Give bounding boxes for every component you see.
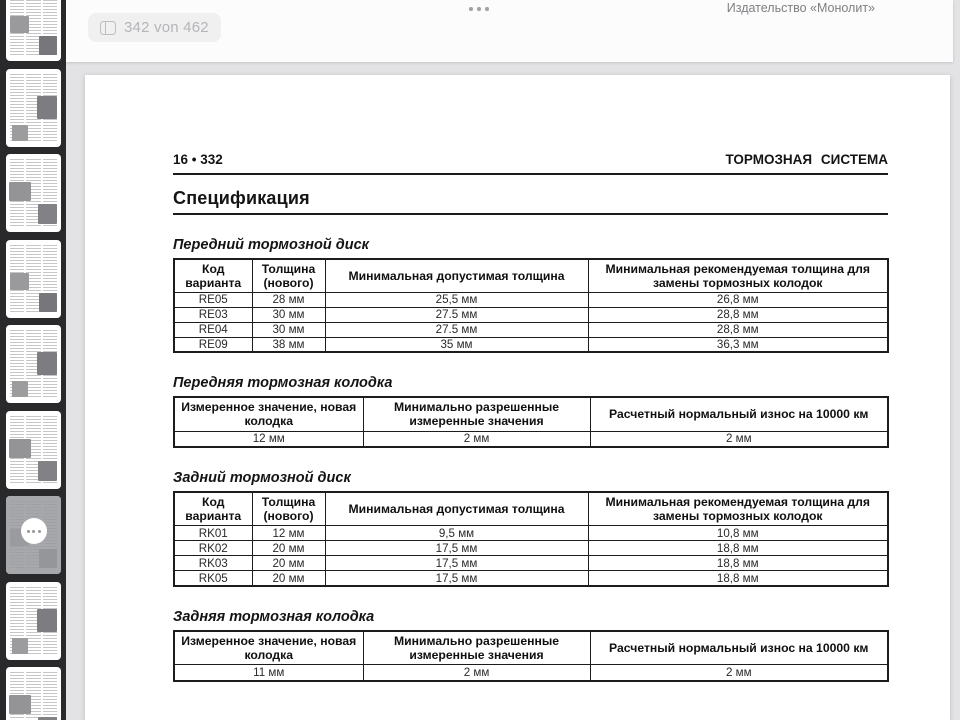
ellipsis-icon xyxy=(38,530,41,533)
table-row xyxy=(174,337,888,352)
column-header: Расчетный нормальный износ на 10000 км xyxy=(590,631,888,665)
table-section-title: Задний тормозной диск xyxy=(173,470,351,487)
page-thumbnail[interactable] xyxy=(6,667,61,720)
table-cell: 20 мм xyxy=(252,541,325,556)
table-cell: 38 мм xyxy=(252,337,325,352)
page-header xyxy=(173,75,888,167)
page-indicator-button[interactable] xyxy=(88,13,221,42)
table-cell: RK01 xyxy=(174,526,252,541)
spec-table xyxy=(173,258,889,354)
table-cell: 2 мм xyxy=(363,665,590,681)
table-section-title: Передний тормозной диск xyxy=(173,236,369,253)
document-page xyxy=(85,75,950,720)
table-row xyxy=(174,322,888,337)
thumbnail-sidebar xyxy=(0,0,66,720)
page-thumbnail[interactable] xyxy=(6,240,61,318)
ellipsis-icon xyxy=(27,530,30,533)
spec-table xyxy=(173,630,889,682)
table-cell: 2 мм xyxy=(590,665,888,681)
table-cell: 18,8 мм xyxy=(588,571,888,586)
column-header: Минимально разрешенные измеренные значения xyxy=(363,631,590,665)
column-header: Минимально разрешенные измеренные значения xyxy=(363,397,590,431)
table-cell: RK02 xyxy=(174,541,252,556)
table-cell: 28,8 мм xyxy=(588,322,888,337)
page-indicator-label: 342 von 462 xyxy=(124,19,209,36)
table-cell: 2 мм xyxy=(363,431,590,447)
page-thumbnail[interactable] xyxy=(6,582,61,660)
page-thumbnail[interactable] xyxy=(6,496,61,574)
table-cell: 36,3 мм xyxy=(588,337,888,352)
table-cell: 20 мм xyxy=(252,571,325,586)
more-menu-button[interactable] xyxy=(466,4,492,14)
page-thumbnail[interactable] xyxy=(6,154,61,232)
page-content xyxy=(173,75,888,682)
table-section-title: Передняя тормозная колодка xyxy=(173,375,393,392)
spec-table xyxy=(173,491,889,587)
table-row xyxy=(174,431,888,447)
table-cell: 27.5 мм xyxy=(325,322,588,337)
table-cell: 28,8 мм xyxy=(588,307,888,322)
column-header: Минимальная рекомендуемая толщина для замены тормозных колодок xyxy=(588,492,888,526)
table-header-row xyxy=(174,397,888,431)
table-cell: 18,8 мм xyxy=(588,541,888,556)
document-title: Издательство «Монолит» xyxy=(726,1,875,15)
table-cell: 11 мм xyxy=(174,665,363,681)
column-header: Измеренное значение, новая колодка xyxy=(174,397,363,431)
column-header: Код варианта xyxy=(174,492,252,526)
table-cell: RE03 xyxy=(174,307,252,322)
page-thumbnail[interactable] xyxy=(6,0,61,61)
table-cell: RK03 xyxy=(174,556,252,571)
table-cell: 30 мм xyxy=(252,307,325,322)
table-cell: 20 мм xyxy=(252,556,325,571)
table-cell: 30 мм xyxy=(252,322,325,337)
page-number: 16 • 332 xyxy=(173,152,223,167)
table-cell: 25,5 мм xyxy=(325,292,588,307)
header-divider xyxy=(173,173,888,175)
table-cell: 9,5 мм xyxy=(325,526,588,541)
table-cell: 27.5 мм xyxy=(325,307,588,322)
page-thumbnail[interactable] xyxy=(6,411,61,489)
ellipsis-icon xyxy=(469,7,473,11)
page-thumbnail[interactable] xyxy=(6,325,61,403)
table-header-row xyxy=(174,492,888,526)
column-header: Минимальная допустимая толщина xyxy=(325,492,588,526)
table-row xyxy=(174,541,888,556)
spec-table xyxy=(173,396,889,448)
table-cell: 12 мм xyxy=(252,526,325,541)
table-cell: 17,5 мм xyxy=(325,541,588,556)
table-cell: 26,8 мм xyxy=(588,292,888,307)
table-header-row xyxy=(174,259,888,293)
table-cell: 2 мм xyxy=(590,431,888,447)
column-header: Измеренное значение, новая колодка xyxy=(174,631,363,665)
chapter-title: ТОРМОЗНАЯ СИСТЕМА xyxy=(725,152,888,167)
column-header: Расчетный нормальный износ на 10000 км xyxy=(590,397,888,431)
table-cell: 17,5 мм xyxy=(325,571,588,586)
column-header: Минимальная допустимая толщина xyxy=(325,259,588,293)
table-row xyxy=(174,665,888,681)
table-cell: RK05 xyxy=(174,571,252,586)
table-row xyxy=(174,307,888,322)
table-cell: 35 мм xyxy=(325,337,588,352)
page-thumbnail[interactable] xyxy=(6,69,61,147)
column-header: Толщина (нового) xyxy=(252,492,325,526)
ellipsis-icon xyxy=(32,530,35,533)
table-cell: 17,5 мм xyxy=(325,556,588,571)
column-header: Толщина (нового) xyxy=(252,259,325,293)
thumbnail-more-button[interactable] xyxy=(21,518,47,544)
title-divider xyxy=(173,213,888,215)
table-cell: 28 мм xyxy=(252,292,325,307)
table-row xyxy=(174,571,888,586)
table-cell: RE04 xyxy=(174,322,252,337)
table-section-title: Задняя тормозная колодка xyxy=(173,608,375,625)
table-cell: 12 мм xyxy=(174,431,363,447)
table-cell: RE05 xyxy=(174,292,252,307)
table-row xyxy=(174,292,888,307)
sidebar-panel-icon xyxy=(100,21,116,35)
table-cell: RE09 xyxy=(174,337,252,352)
spec-tables-container xyxy=(173,237,888,682)
table-row xyxy=(174,526,888,541)
table-cell: 18,8 мм xyxy=(588,556,888,571)
page-title: Спецификация xyxy=(173,188,310,208)
table-cell: 10,8 мм xyxy=(588,526,888,541)
table-header-row xyxy=(174,631,888,665)
column-header: Код варианта xyxy=(174,259,252,293)
column-header: Минимальная рекомендуемая толщина для замены тормозных колодок xyxy=(588,259,888,293)
table-row xyxy=(174,556,888,571)
